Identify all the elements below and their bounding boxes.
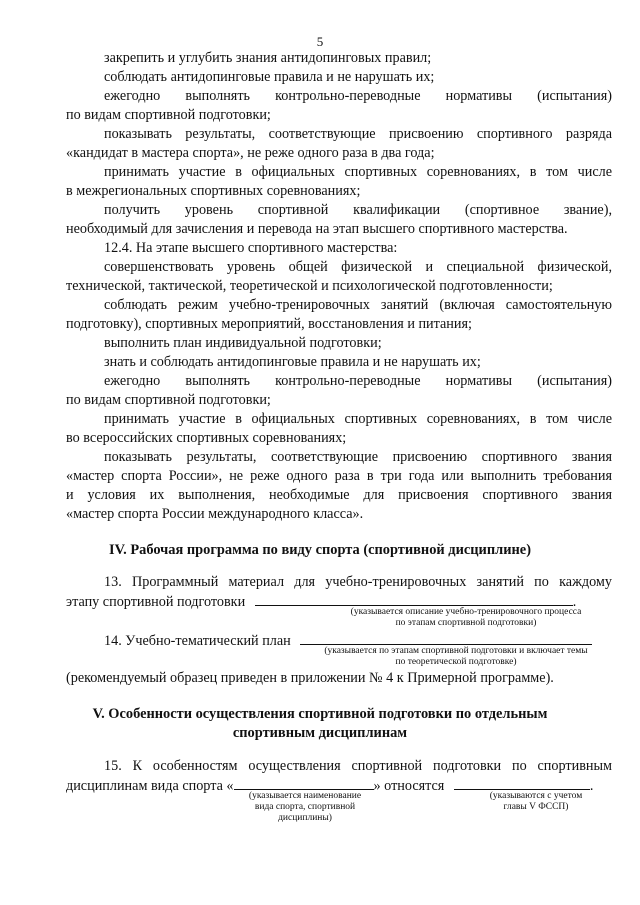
fill-in-blank (300, 632, 592, 645)
text-line: показывать результаты, соответствующие присвоению спортивного звания (104, 449, 612, 465)
hint-note-13 (320, 607, 612, 629)
hint-line: (указывается описание учебно-тренировочного процесса (350, 607, 582, 617)
paragraph-14-line2: (рекомендуемый образец приведен в приложении № 4 к Примерной программе). (66, 670, 554, 686)
text-line: знать и соблюдать антидопинговые правила и не нарушать их; (104, 354, 481, 370)
text-line: совершенствовать уровень общей физической и специальной физической, (104, 259, 612, 275)
paragraph-15-text-2: » относятся (373, 778, 445, 794)
fill-in-blank (255, 593, 573, 606)
section-heading-4: IV. Рабочая программа по виду спорта (спортивной дисциплине) (109, 542, 531, 558)
paragraph-14-text: 14. Учебно-тематический план (104, 633, 291, 649)
text-line: показывать результаты, соответствующие присвоению спортивного разряда (104, 126, 612, 142)
text-line: и условия их выполнения, необходимые для присвоения спортивного звания (66, 487, 612, 503)
text-line: по видам спортивной подготовки; (66, 392, 271, 408)
hint-line: вида спорта, спортивной (254, 802, 356, 812)
hint-line: по теоретической подготовке) (395, 657, 517, 667)
paragraph-15-line1: 15. К особенностям осуществления спортивной подготовки по спортивным (104, 758, 612, 774)
text-line: ежегодно выполнять контрольно-переводные нормативы (испытания) (104, 88, 612, 104)
text-line: соблюдать режим учебно-тренировочных занятий (включая самостоятельную (104, 297, 612, 313)
text-line: выполнить план индивидуальной подготовки; (104, 335, 382, 351)
text-line: принимать участие в официальных спортивных соревнованиях, в том числе (104, 164, 612, 180)
text-line: закрепить и углубить знания антидопинговых правил; (104, 50, 432, 66)
hint-note-14 (300, 646, 612, 668)
hint-line: (указывается наименование (248, 791, 362, 801)
text-line: «мастер спорта России международного класса». (66, 506, 364, 522)
text-line: в межрегиональных спортивных соревнованиях; (66, 183, 361, 199)
section-heading-5-cont: спортивным дисциплинам (232, 725, 408, 741)
text-line: необходимый для зачисления и перевода на этап высшего спортивного мастерства. (66, 221, 568, 237)
hint-line: (указывается по этапам спортивной подготовки и включает темы (324, 646, 588, 656)
section-heading-5: V. Особенности осуществления спортивной подготовки по отдельным (92, 706, 548, 722)
text-line: получить уровень спортивной квалификации (спортивное звание), (104, 202, 612, 218)
fill-in-blank-features (454, 777, 590, 790)
text-line: технической, тактической, теоретической и психологической подготовленности; (66, 278, 553, 294)
text-line: по видам спортивной подготовки; (66, 107, 271, 123)
hint-note-15a (228, 791, 382, 824)
fill-in-blank-sport (234, 777, 374, 790)
hint-line: дисциплины) (278, 813, 332, 823)
text-line: ежегодно выполнять контрольно-переводные нормативы (испытания) (104, 373, 612, 389)
paragraph-13-line1: 13. Программный материал для учебно-тренировочных занятий по каждому (104, 574, 612, 590)
hint-line: (указываются с учетом (489, 791, 583, 801)
period: . (589, 778, 594, 794)
text-line: принимать участие в официальных спортивных соревнованиях, в том числе (104, 411, 612, 427)
text-line: «мастер спорта России», не реже одного раза в три года или выполнить требования (66, 468, 612, 484)
hint-line: главы V ФССП) (503, 802, 569, 812)
paragraph-13-text: этапу спортивной подготовки (66, 594, 246, 610)
hint-line: по этапам спортивной подготовки) (395, 618, 537, 628)
text-line: «кандидат в мастера спорта», не реже одного раза в два года; (66, 145, 435, 161)
page-number: 5 (316, 34, 324, 49)
paragraph-15-text: дисциплинам вида спорта « (66, 778, 234, 794)
period: . (572, 594, 577, 610)
text-line: 12.4. На этапе высшего спортивного мастерства: (104, 240, 398, 256)
text-line: подготовку), спортивных мероприятий, восстановления и питания; (66, 316, 472, 332)
text-line: во всероссийских спортивных соревнованиях; (66, 430, 347, 446)
hint-note-15b (466, 791, 606, 813)
text-line: соблюдать антидопинговые правила и не нарушать их; (104, 69, 435, 85)
